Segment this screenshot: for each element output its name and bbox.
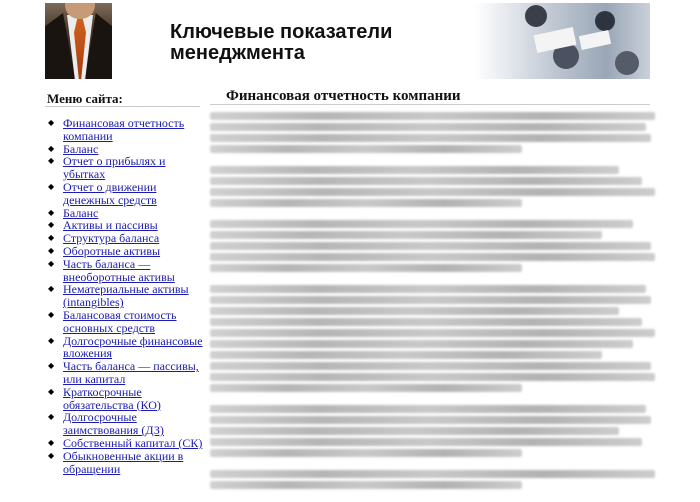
sidebar-menu-item	[48, 360, 208, 386]
sidebar-menu-item	[48, 117, 208, 143]
blurred-text-line	[210, 340, 633, 348]
sidebar-menu-link[interactable]: Финансовая отчетность компании	[63, 116, 185, 143]
page-title: Финансовая отчетность компании	[226, 88, 461, 104]
sidebar-menu-link[interactable]: Часть баланса — пассивы, или капитал	[63, 359, 199, 386]
blurred-text-line	[210, 134, 651, 142]
blurred-text-line	[210, 481, 522, 489]
site-title-line1: Ключевые показатели	[170, 21, 393, 43]
sidebar-menu-item	[48, 309, 208, 335]
sidebar-menu-link[interactable]: Отчет о прибылях и убытках	[63, 154, 166, 182]
site-title-line2: менеджмента	[170, 42, 305, 64]
sidebar-menu-item	[48, 411, 208, 437]
sidebar-menu-link[interactable]: Долгосрочные финансовые вложения	[63, 333, 203, 361]
sidebar-menu-link[interactable]: Краткосрочные обязательства (КО)	[63, 384, 161, 412]
sidebar-menu-item	[48, 450, 208, 476]
blurred-text-line	[210, 329, 655, 337]
bullet-icon: ◆	[48, 335, 55, 345]
blurred-text-line	[210, 112, 655, 120]
bullet-icon: ◆	[48, 245, 55, 255]
blurred-paragraph	[210, 405, 655, 457]
sidebar-menu-link[interactable]: Собственный капитал (СК)	[63, 435, 203, 450]
blurred-text-line	[210, 220, 633, 228]
blurred-text-line	[210, 318, 642, 326]
blurred-text-line	[210, 427, 619, 435]
sidebar-menu-link[interactable]: Нематериальные активы (intangibles)	[63, 282, 189, 310]
blurred-text-line	[210, 307, 619, 315]
bullet-icon: ◆	[48, 118, 55, 127]
sidebar-menu-link[interactable]: Балансовая стоимость основных средств	[63, 307, 177, 335]
blurred-article-text	[210, 112, 655, 502]
blurred-text-line	[210, 373, 655, 381]
blurred-text-line	[210, 470, 655, 478]
bullet-icon: ◆	[48, 361, 55, 371]
title-divider	[210, 104, 650, 105]
bullet-icon: ◆	[48, 156, 55, 166]
site-header	[45, 3, 650, 79]
bullet-icon: ◆	[48, 309, 55, 319]
blurred-text-line	[210, 253, 655, 261]
sidebar-menu	[48, 117, 208, 475]
blurred-text-line	[210, 188, 655, 196]
header-photo-businessman	[45, 3, 112, 79]
bullet-icon: ◆	[48, 412, 55, 422]
sidebar-menu-link[interactable]: Часть баланса — внеоборотные активы	[63, 256, 175, 284]
sidebar-menu-item	[48, 258, 208, 284]
sidebar-menu-link[interactable]: Активы и пассивы	[63, 218, 158, 233]
blurred-paragraph	[210, 220, 655, 272]
blurred-text-line	[210, 199, 522, 207]
blurred-text-line	[210, 177, 642, 185]
site-title	[170, 22, 392, 64]
sidebar-menu-link[interactable]: Долгосрочные заимствования (ДЗ)	[63, 410, 164, 438]
blurred-text-line	[210, 166, 619, 174]
sidebar-menu-link[interactable]: Обыкновенные акции в обращении	[63, 448, 184, 476]
sidebar-menu-link[interactable]: Структура баланса	[63, 231, 160, 246]
sidebar-menu-item	[48, 155, 208, 181]
sidebar-menu-link[interactable]: Баланс	[63, 205, 99, 220]
bullet-icon: ◆	[48, 437, 55, 447]
bullet-icon: ◆	[48, 233, 55, 243]
bullet-icon: ◆	[48, 220, 55, 230]
blurred-paragraph	[210, 285, 655, 392]
blurred-text-line	[210, 405, 646, 413]
blurred-text-line	[210, 242, 651, 250]
sidebar-menu-link[interactable]: Отчет о движении денежных средств	[63, 179, 157, 207]
blurred-text-line	[210, 123, 646, 131]
bullet-icon: ◆	[48, 258, 55, 268]
blurred-text-line	[210, 416, 651, 424]
bullet-icon: ◆	[48, 143, 55, 153]
bullet-icon: ◆	[48, 386, 55, 396]
blurred-text-line	[210, 145, 522, 153]
blurred-paragraph	[210, 166, 655, 207]
sidebar-menu-item	[48, 283, 208, 309]
menu-title: Меню сайта:	[47, 91, 123, 106]
bullet-icon: ◆	[48, 207, 55, 217]
bullet-icon: ◆	[48, 450, 55, 460]
blurred-text-line	[210, 231, 602, 239]
bullet-icon: ◆	[48, 284, 55, 294]
menu-divider	[45, 106, 200, 107]
blurred-text-line	[210, 296, 651, 304]
header-photo-meeting	[475, 3, 650, 79]
bullet-icon: ◆	[48, 181, 55, 191]
blurred-text-line	[210, 449, 522, 457]
blurred-text-line	[210, 264, 522, 272]
sidebar-menu-link[interactable]: Оборотные активы	[63, 243, 161, 258]
sidebar-menu-item	[48, 335, 208, 361]
blurred-text-line	[210, 351, 602, 359]
blurred-paragraph	[210, 112, 655, 153]
blurred-text-line	[210, 285, 646, 293]
blurred-text-line	[210, 384, 522, 392]
sidebar-menu-link[interactable]: Баланс	[63, 141, 99, 156]
blurred-text-line	[210, 362, 651, 370]
sidebar-menu-item	[48, 386, 208, 412]
blurred-text-line	[210, 438, 642, 446]
sidebar-menu-item	[48, 181, 208, 207]
